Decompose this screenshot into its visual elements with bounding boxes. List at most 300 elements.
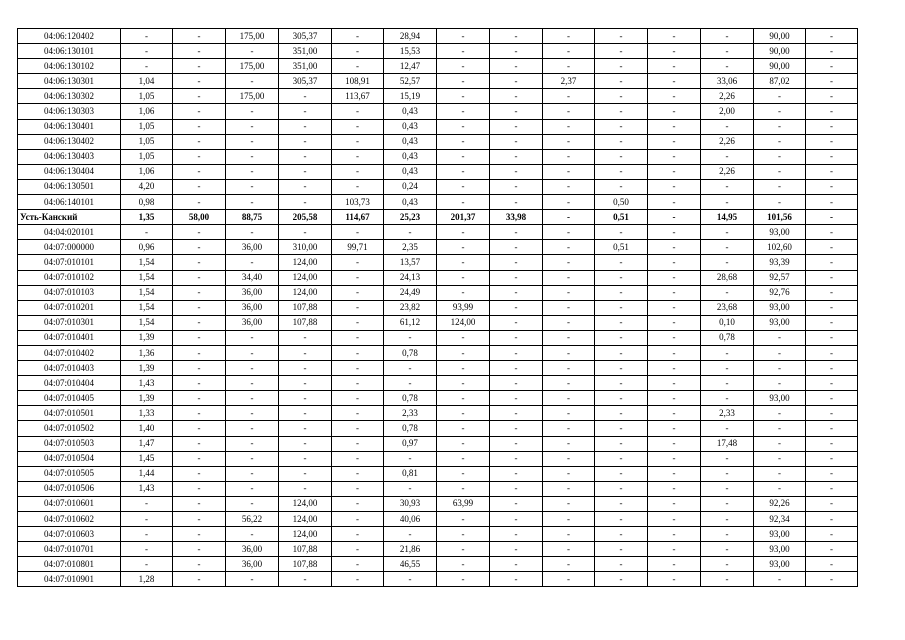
value-cell: - <box>490 270 543 285</box>
value-cell: - <box>543 195 595 210</box>
value-cell: 88,75 <box>226 210 279 225</box>
value-cell: - <box>806 527 858 542</box>
value-cell: - <box>226 451 279 466</box>
value-cell: - <box>543 542 595 557</box>
value-cell: - <box>543 421 595 436</box>
row-code-cell: 04:07:010201 <box>18 300 121 315</box>
value-cell: - <box>543 496 595 511</box>
value-cell: - <box>543 361 595 376</box>
value-cell: - <box>173 134 226 149</box>
row-code-cell: 04:06:140101 <box>18 195 121 210</box>
value-cell: 0,43 <box>384 104 437 119</box>
value-cell: - <box>701 496 754 511</box>
value-cell: - <box>648 179 701 194</box>
value-cell: - <box>490 496 543 511</box>
value-cell: - <box>754 164 806 179</box>
value-cell: - <box>806 134 858 149</box>
value-cell: - <box>806 119 858 134</box>
value-cell: 1,43 <box>121 376 173 391</box>
value-cell: 101,56 <box>754 210 806 225</box>
value-cell: - <box>490 436 543 451</box>
value-cell: - <box>279 376 332 391</box>
value-cell: - <box>226 361 279 376</box>
value-cell: - <box>648 195 701 210</box>
value-cell: 0,97 <box>384 436 437 451</box>
value-cell: 25,23 <box>384 210 437 225</box>
value-cell: - <box>490 59 543 74</box>
value-cell: 2,26 <box>701 89 754 104</box>
table-row <box>18 315 858 330</box>
value-cell: - <box>226 104 279 119</box>
value-cell: - <box>437 285 490 300</box>
row-code-cell: 04:06:130101 <box>18 44 121 59</box>
value-cell: 0,78 <box>384 421 437 436</box>
value-cell: - <box>490 164 543 179</box>
value-cell: - <box>595 74 648 89</box>
value-cell: - <box>332 406 384 421</box>
row-code-cell: 04:06:130402 <box>18 134 121 149</box>
value-cell: - <box>332 134 384 149</box>
value-cell: 1,05 <box>121 134 173 149</box>
value-cell: 1,54 <box>121 315 173 330</box>
value-cell: - <box>173 179 226 194</box>
value-cell: 0,81 <box>384 466 437 481</box>
value-cell: 13,57 <box>384 255 437 270</box>
row-code-cell: 04:06:130401 <box>18 119 121 134</box>
value-cell: - <box>595 300 648 315</box>
table-row <box>18 255 858 270</box>
value-cell: 17,48 <box>701 436 754 451</box>
value-cell: - <box>648 527 701 542</box>
value-cell: - <box>754 149 806 164</box>
value-cell: - <box>806 59 858 74</box>
value-cell: - <box>332 542 384 557</box>
value-cell: - <box>437 179 490 194</box>
value-cell: - <box>701 119 754 134</box>
value-cell: 2,26 <box>701 134 754 149</box>
row-code-cell: 04:07:010404 <box>18 376 121 391</box>
table-row <box>18 134 858 149</box>
table-row-subtotal <box>18 210 858 225</box>
value-cell: - <box>226 225 279 240</box>
value-cell: - <box>754 330 806 345</box>
value-cell: - <box>543 481 595 496</box>
value-cell: 0,98 <box>121 195 173 210</box>
value-cell: 175,00 <box>226 29 279 44</box>
value-cell: - <box>595 225 648 240</box>
row-code-cell: 04:04:020101 <box>18 225 121 240</box>
value-cell: 1,47 <box>121 436 173 451</box>
table-row <box>18 572 858 587</box>
value-cell: - <box>437 436 490 451</box>
value-cell: - <box>701 149 754 164</box>
value-cell: - <box>437 557 490 572</box>
value-cell: - <box>806 330 858 345</box>
value-cell: - <box>332 179 384 194</box>
value-cell: - <box>332 104 384 119</box>
value-cell: - <box>543 119 595 134</box>
value-cell: 124,00 <box>279 512 332 527</box>
value-cell: - <box>701 345 754 360</box>
table-row <box>18 119 858 134</box>
value-cell: - <box>595 451 648 466</box>
value-cell: 15,53 <box>384 44 437 59</box>
value-cell: - <box>490 406 543 421</box>
value-cell: - <box>437 572 490 587</box>
row-code-cell: 04:07:010402 <box>18 345 121 360</box>
value-cell: 1,39 <box>121 330 173 345</box>
value-cell: 1,04 <box>121 74 173 89</box>
value-cell: - <box>173 481 226 496</box>
value-cell: 114,67 <box>332 210 384 225</box>
value-cell: - <box>806 466 858 481</box>
value-cell: - <box>173 557 226 572</box>
value-cell: - <box>595 361 648 376</box>
value-cell: - <box>701 572 754 587</box>
value-cell: 205,58 <box>279 210 332 225</box>
value-cell: - <box>173 572 226 587</box>
value-cell: - <box>595 466 648 481</box>
value-cell: - <box>437 195 490 210</box>
value-cell: - <box>648 466 701 481</box>
value-cell: - <box>490 481 543 496</box>
value-cell: 1,39 <box>121 361 173 376</box>
value-cell: 36,00 <box>226 542 279 557</box>
value-cell: 90,00 <box>754 59 806 74</box>
value-cell: - <box>648 557 701 572</box>
value-cell: - <box>279 119 332 134</box>
value-cell: - <box>332 527 384 542</box>
value-cell: - <box>701 391 754 406</box>
value-cell: - <box>173 376 226 391</box>
value-cell: - <box>543 59 595 74</box>
value-cell: - <box>279 134 332 149</box>
value-cell: - <box>226 572 279 587</box>
value-cell: - <box>226 134 279 149</box>
value-cell: - <box>701 527 754 542</box>
value-cell: - <box>437 466 490 481</box>
value-cell: - <box>332 557 384 572</box>
value-cell: - <box>490 255 543 270</box>
value-cell: - <box>226 179 279 194</box>
value-cell: - <box>648 255 701 270</box>
value-cell: - <box>226 406 279 421</box>
value-cell: - <box>648 361 701 376</box>
value-cell: - <box>173 391 226 406</box>
value-cell: - <box>384 330 437 345</box>
table-row <box>18 164 858 179</box>
value-cell: 93,00 <box>754 557 806 572</box>
table-row <box>18 406 858 421</box>
value-cell: - <box>754 466 806 481</box>
value-cell: - <box>543 29 595 44</box>
value-cell: 102,60 <box>754 240 806 255</box>
value-cell: - <box>173 195 226 210</box>
value-cell: - <box>437 104 490 119</box>
value-cell: - <box>806 179 858 194</box>
table-row <box>18 149 858 164</box>
value-cell: - <box>543 436 595 451</box>
value-cell: - <box>648 572 701 587</box>
value-cell: 63,99 <box>437 496 490 511</box>
value-cell: - <box>437 481 490 496</box>
value-cell: - <box>490 330 543 345</box>
value-cell: - <box>437 59 490 74</box>
value-cell: 0,50 <box>595 195 648 210</box>
value-cell: 1,05 <box>121 149 173 164</box>
value-cell: 1,45 <box>121 451 173 466</box>
value-cell: - <box>595 119 648 134</box>
value-cell: - <box>595 496 648 511</box>
value-cell: - <box>754 436 806 451</box>
value-cell: - <box>437 421 490 436</box>
value-cell: 56,22 <box>226 512 279 527</box>
value-cell: - <box>648 44 701 59</box>
value-cell: 1,54 <box>121 255 173 270</box>
table-row <box>18 104 858 119</box>
value-cell: 201,37 <box>437 210 490 225</box>
value-cell: - <box>701 240 754 255</box>
value-cell: - <box>490 285 543 300</box>
value-cell: - <box>806 406 858 421</box>
value-cell: - <box>543 134 595 149</box>
value-cell: - <box>701 195 754 210</box>
value-cell: 0,51 <box>595 240 648 255</box>
value-cell: - <box>490 512 543 527</box>
value-cell: - <box>595 104 648 119</box>
value-cell: - <box>543 89 595 104</box>
value-cell: 2,33 <box>384 406 437 421</box>
value-cell: - <box>332 451 384 466</box>
value-cell: - <box>595 255 648 270</box>
row-code-cell: 04:06:130501 <box>18 179 121 194</box>
value-cell: - <box>332 300 384 315</box>
value-cell: 23,82 <box>384 300 437 315</box>
value-cell: 351,00 <box>279 44 332 59</box>
value-cell: - <box>754 134 806 149</box>
value-cell: - <box>806 451 858 466</box>
value-cell: 175,00 <box>226 59 279 74</box>
value-cell: - <box>279 421 332 436</box>
value-cell: - <box>384 361 437 376</box>
value-cell: - <box>595 179 648 194</box>
value-cell: 12,47 <box>384 59 437 74</box>
value-cell: - <box>279 572 332 587</box>
value-cell: 124,00 <box>279 270 332 285</box>
value-cell: - <box>543 345 595 360</box>
value-cell: 92,57 <box>754 270 806 285</box>
value-cell: - <box>173 164 226 179</box>
table-row <box>18 466 858 481</box>
row-code-cell: 04:07:010901 <box>18 572 121 587</box>
value-cell: - <box>754 179 806 194</box>
value-cell: 36,00 <box>226 240 279 255</box>
value-cell: - <box>543 572 595 587</box>
value-cell: 61,12 <box>384 315 437 330</box>
value-cell: - <box>173 104 226 119</box>
value-cell: - <box>754 572 806 587</box>
value-cell: - <box>226 164 279 179</box>
value-cell: - <box>648 330 701 345</box>
value-cell: - <box>173 436 226 451</box>
value-cell: 92,76 <box>754 285 806 300</box>
value-cell: 103,73 <box>332 195 384 210</box>
value-cell: - <box>806 195 858 210</box>
value-cell: - <box>279 466 332 481</box>
value-cell: - <box>279 481 332 496</box>
value-cell: - <box>543 527 595 542</box>
value-cell: - <box>121 542 173 557</box>
value-cell: - <box>437 406 490 421</box>
value-cell: 124,00 <box>279 285 332 300</box>
value-cell: - <box>279 361 332 376</box>
value-cell: 0,43 <box>384 119 437 134</box>
value-cell: - <box>437 542 490 557</box>
value-cell: - <box>648 300 701 315</box>
value-cell: - <box>701 285 754 300</box>
value-cell: 23,68 <box>701 300 754 315</box>
value-cell: - <box>648 315 701 330</box>
value-cell: - <box>490 421 543 436</box>
value-cell: - <box>226 44 279 59</box>
table-row <box>18 345 858 360</box>
value-cell: 28,94 <box>384 29 437 44</box>
table-row <box>18 44 858 59</box>
value-cell: - <box>648 270 701 285</box>
value-cell: - <box>173 315 226 330</box>
value-cell: - <box>701 421 754 436</box>
value-cell: - <box>437 451 490 466</box>
table-row <box>18 527 858 542</box>
value-cell: - <box>595 59 648 74</box>
value-cell: 0,78 <box>384 391 437 406</box>
value-cell: - <box>437 134 490 149</box>
table-row <box>18 270 858 285</box>
value-cell: - <box>173 512 226 527</box>
value-cell: - <box>595 557 648 572</box>
value-cell: - <box>543 44 595 59</box>
value-cell: 124,00 <box>279 255 332 270</box>
value-cell: - <box>595 527 648 542</box>
value-cell: 305,37 <box>279 74 332 89</box>
value-cell: 2,37 <box>543 74 595 89</box>
value-cell: - <box>701 225 754 240</box>
value-cell: - <box>332 481 384 496</box>
table-row <box>18 300 858 315</box>
value-cell: - <box>648 285 701 300</box>
value-cell: - <box>754 361 806 376</box>
table-row <box>18 285 858 300</box>
value-cell: - <box>384 527 437 542</box>
value-cell: - <box>437 225 490 240</box>
value-cell: - <box>173 300 226 315</box>
value-cell: 93,39 <box>754 255 806 270</box>
row-code-cell: 04:06:130303 <box>18 104 121 119</box>
value-cell: - <box>701 59 754 74</box>
value-cell: - <box>648 89 701 104</box>
value-cell: - <box>332 436 384 451</box>
value-cell: - <box>595 44 648 59</box>
value-cell: - <box>173 285 226 300</box>
value-cell: - <box>701 29 754 44</box>
value-cell: - <box>754 195 806 210</box>
value-cell: - <box>754 421 806 436</box>
value-cell: - <box>701 44 754 59</box>
value-cell: - <box>490 572 543 587</box>
value-cell: - <box>543 240 595 255</box>
value-cell: 1,40 <box>121 421 173 436</box>
value-cell: - <box>121 557 173 572</box>
value-cell: - <box>648 134 701 149</box>
value-cell: - <box>332 119 384 134</box>
value-cell: - <box>490 29 543 44</box>
value-cell: - <box>595 406 648 421</box>
value-cell: - <box>754 376 806 391</box>
value-cell: 107,88 <box>279 315 332 330</box>
value-cell: 92,26 <box>754 496 806 511</box>
value-cell: - <box>226 74 279 89</box>
row-code-cell: 04:06:130404 <box>18 164 121 179</box>
row-code-cell: 04:07:010506 <box>18 481 121 496</box>
value-cell: - <box>543 210 595 225</box>
row-code-cell: 04:07:010505 <box>18 466 121 481</box>
value-cell: - <box>279 436 332 451</box>
value-cell: - <box>279 179 332 194</box>
value-cell: - <box>490 225 543 240</box>
value-cell: - <box>806 225 858 240</box>
value-cell: - <box>332 270 384 285</box>
value-cell: 0,10 <box>701 315 754 330</box>
value-cell: - <box>121 512 173 527</box>
table-row <box>18 481 858 496</box>
value-cell: - <box>543 466 595 481</box>
value-cell: 46,55 <box>384 557 437 572</box>
value-cell: 1,39 <box>121 391 173 406</box>
value-cell: - <box>173 74 226 89</box>
value-cell: - <box>437 391 490 406</box>
value-cell: 36,00 <box>226 300 279 315</box>
table-row <box>18 74 858 89</box>
row-code-cell: 04:07:010603 <box>18 527 121 542</box>
value-cell: - <box>226 376 279 391</box>
value-cell: - <box>173 119 226 134</box>
value-cell: 1,06 <box>121 164 173 179</box>
value-cell: 52,57 <box>384 74 437 89</box>
value-cell: - <box>806 285 858 300</box>
value-cell: - <box>543 179 595 194</box>
value-cell: - <box>437 74 490 89</box>
value-cell: - <box>226 255 279 270</box>
value-cell: - <box>595 391 648 406</box>
value-cell: - <box>806 270 858 285</box>
value-cell: - <box>595 89 648 104</box>
table-row <box>18 225 858 240</box>
value-cell: - <box>279 149 332 164</box>
value-cell: - <box>279 195 332 210</box>
value-cell: - <box>173 330 226 345</box>
value-cell: - <box>437 330 490 345</box>
value-cell: - <box>332 361 384 376</box>
value-cell: 0,43 <box>384 134 437 149</box>
value-cell: - <box>490 134 543 149</box>
value-cell: - <box>806 240 858 255</box>
value-cell: 93,00 <box>754 315 806 330</box>
value-cell: 1,35 <box>121 210 173 225</box>
value-cell: - <box>806 436 858 451</box>
row-code-cell: 04:07:010103 <box>18 285 121 300</box>
value-cell: - <box>332 285 384 300</box>
value-cell: - <box>701 255 754 270</box>
